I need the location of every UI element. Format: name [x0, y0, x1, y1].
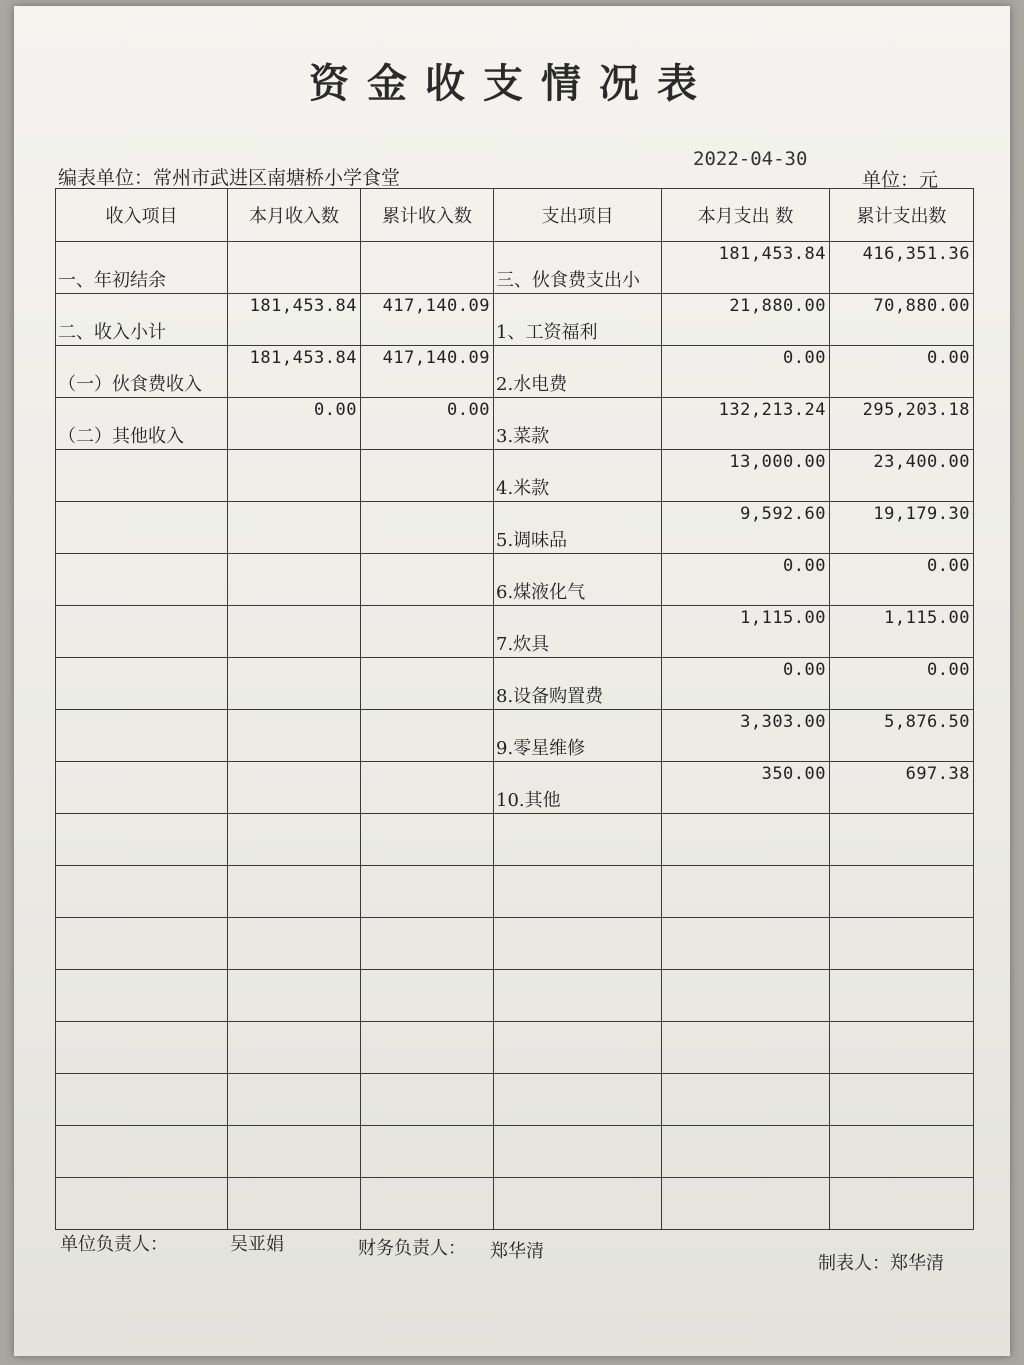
expense-total-cell	[830, 1022, 974, 1074]
income-item-cell	[56, 346, 228, 398]
amount-value: 416,351.36	[862, 244, 970, 264]
expense-total-cell	[830, 1074, 974, 1126]
table-row	[56, 1022, 974, 1074]
table-row	[56, 502, 974, 554]
amount-value: 19,179.30	[873, 504, 970, 524]
income-total-cell	[361, 918, 494, 970]
expense-total-cell	[830, 294, 974, 346]
expense-item-cell	[494, 1022, 662, 1074]
item-label: 8.设备购置费	[496, 686, 604, 707]
expense-total-cell	[830, 866, 974, 918]
expense-item-cell	[494, 450, 662, 502]
unit-head-label: 单位负责人：	[60, 1234, 168, 1255]
expense-item-cell	[494, 814, 662, 866]
expense-month-cell	[662, 294, 830, 346]
amount-value: 0.00	[783, 556, 826, 576]
expense-total-cell	[830, 346, 974, 398]
expense-total-cell	[830, 502, 974, 554]
income-month-cell	[228, 606, 361, 658]
amount-value: 1,115.00	[884, 608, 970, 628]
income-month-cell	[228, 242, 361, 294]
table-row	[56, 346, 974, 398]
item-label: 2.水电费	[496, 374, 568, 395]
amount-value: 417,140.09	[382, 348, 490, 368]
table-row	[56, 242, 974, 294]
income-item-cell	[56, 1074, 228, 1126]
expense-month-cell	[662, 554, 830, 606]
expense-total-cell	[830, 918, 974, 970]
header-expense-total: 累计支出数	[830, 189, 974, 242]
unit-head-name: 吴亚娟	[230, 1234, 284, 1255]
income-item-cell	[56, 1022, 228, 1074]
amount-value: 181,453.84	[249, 296, 357, 316]
income-total-cell	[361, 554, 494, 606]
income-month-cell	[228, 658, 361, 710]
table-row	[56, 918, 974, 970]
table-row	[56, 554, 974, 606]
amount-value: 0.00	[927, 556, 970, 576]
expense-month-cell	[662, 658, 830, 710]
income-month-cell	[228, 450, 361, 502]
income-item-cell	[56, 1126, 228, 1178]
amount-value: 0.00	[783, 348, 826, 368]
income-item-cell	[56, 606, 228, 658]
document-title: 资金收支情况表	[309, 60, 715, 107]
expense-month-cell	[662, 606, 830, 658]
income-month-cell	[228, 1178, 361, 1230]
expense-item-cell	[494, 970, 662, 1022]
income-total-cell	[361, 242, 494, 294]
item-label: 3.菜款	[496, 426, 550, 447]
income-month-cell	[228, 502, 361, 554]
income-total-cell	[361, 1126, 494, 1178]
income-month-cell	[228, 346, 361, 398]
expense-item-cell	[494, 1178, 662, 1230]
amount-value: 132,213.24	[718, 400, 826, 420]
expense-month-cell	[662, 242, 830, 294]
item-label: （二）其他收入	[58, 426, 184, 447]
income-month-cell	[228, 814, 361, 866]
preparer: 制表人：郑华清	[818, 1253, 944, 1274]
table-row	[56, 398, 974, 450]
expense-item-cell	[494, 346, 662, 398]
income-total-cell	[361, 450, 494, 502]
table-row	[56, 658, 974, 710]
item-label: 二、收入小计	[58, 322, 166, 343]
header-expense-item: 支出项目	[494, 189, 662, 242]
item-label: 4.米款	[496, 478, 550, 499]
amount-value: 181,453.84	[249, 348, 357, 368]
expense-month-cell	[662, 866, 830, 918]
income-item-cell	[56, 970, 228, 1022]
amount-value: 23,400.00	[873, 452, 970, 472]
income-item-cell	[56, 294, 228, 346]
income-total-cell	[361, 1074, 494, 1126]
table-row	[56, 970, 974, 1022]
income-total-cell	[361, 294, 494, 346]
income-item-cell	[56, 658, 228, 710]
income-total-cell	[361, 502, 494, 554]
amount-value: 295,203.18	[862, 400, 970, 420]
income-item-cell	[56, 1178, 228, 1230]
table-row	[56, 710, 974, 762]
table-row	[56, 1126, 974, 1178]
income-total-cell	[361, 658, 494, 710]
item-label: 1、工资福利	[496, 322, 598, 343]
table-row	[56, 814, 974, 866]
income-item-cell	[56, 450, 228, 502]
header-income-item: 收入项目	[56, 189, 228, 242]
expense-item-cell	[494, 294, 662, 346]
expense-item-cell	[494, 554, 662, 606]
table-row	[56, 866, 974, 918]
expense-item-cell	[494, 918, 662, 970]
expense-month-cell	[662, 762, 830, 814]
expense-total-cell	[830, 242, 974, 294]
table-header-row	[56, 189, 974, 242]
table-row	[56, 762, 974, 814]
income-item-cell	[56, 554, 228, 606]
income-total-cell	[361, 1178, 494, 1230]
table-row	[56, 294, 974, 346]
report-date: 2022-04-30	[693, 148, 808, 170]
table-row	[56, 1178, 974, 1230]
expense-item-cell	[494, 866, 662, 918]
header-income-month: 本月收入数	[228, 189, 361, 242]
table-row	[56, 450, 974, 502]
expense-total-cell	[830, 710, 974, 762]
expense-item-cell	[494, 710, 662, 762]
item-label: 三、伙食费支出小	[496, 270, 640, 291]
expense-item-cell	[494, 606, 662, 658]
expense-item-cell	[494, 398, 662, 450]
expense-total-cell	[830, 658, 974, 710]
header-expense-month: 本月支出 数	[662, 189, 830, 242]
income-item-cell	[56, 502, 228, 554]
expense-total-cell	[830, 814, 974, 866]
amount-value: 21,880.00	[729, 296, 826, 316]
preparing-unit: 编表单位：常州市武进区南塘桥小学食堂	[58, 167, 401, 189]
income-month-cell	[228, 1126, 361, 1178]
income-item-cell	[56, 918, 228, 970]
expense-total-cell	[830, 762, 974, 814]
amount-value: 697.38	[905, 764, 970, 784]
expense-total-cell	[830, 970, 974, 1022]
expense-month-cell	[662, 1074, 830, 1126]
income-item-cell	[56, 242, 228, 294]
expense-month-cell	[662, 918, 830, 970]
expense-item-cell	[494, 762, 662, 814]
expense-total-cell	[830, 1126, 974, 1178]
income-total-cell	[361, 398, 494, 450]
amount-value: 13,000.00	[729, 452, 826, 472]
expense-total-cell	[830, 606, 974, 658]
expense-month-cell	[662, 1022, 830, 1074]
income-item-cell	[56, 866, 228, 918]
expense-month-cell	[662, 450, 830, 502]
amount-value: 3,303.00	[740, 712, 826, 732]
item-label: 6.煤液化气	[496, 582, 586, 603]
expense-month-cell	[662, 1178, 830, 1230]
amount-value: 0.00	[927, 348, 970, 368]
income-month-cell	[228, 1074, 361, 1126]
expense-item-cell	[494, 1074, 662, 1126]
amount-value: 70,880.00	[873, 296, 970, 316]
amount-value: 5,876.50	[884, 712, 970, 732]
expense-item-cell	[494, 502, 662, 554]
income-month-cell	[228, 866, 361, 918]
expense-month-cell	[662, 970, 830, 1022]
income-total-cell	[361, 710, 494, 762]
expense-total-cell	[830, 398, 974, 450]
income-month-cell	[228, 398, 361, 450]
income-total-cell	[361, 814, 494, 866]
income-item-cell	[56, 814, 228, 866]
amount-value: 417,140.09	[382, 296, 490, 316]
header-income-total: 累计收入数	[361, 189, 494, 242]
table-row	[56, 606, 974, 658]
item-label: 9.零星维修	[496, 738, 586, 759]
income-month-cell	[228, 1022, 361, 1074]
item-label: 5.调味品	[496, 530, 568, 551]
currency-unit: 单位：元	[862, 169, 939, 191]
finance-head-label: 财务负责人：	[358, 1238, 466, 1259]
income-item-cell	[56, 710, 228, 762]
income-month-cell	[228, 554, 361, 606]
amount-value: 0.00	[447, 400, 490, 420]
income-total-cell	[361, 606, 494, 658]
income-month-cell	[228, 710, 361, 762]
amount-value: 181,453.84	[718, 244, 826, 264]
item-label: 10.其他	[496, 790, 561, 811]
income-month-cell	[228, 970, 361, 1022]
item-label: 一、年初结余	[58, 270, 166, 291]
item-label: 7.炊具	[496, 634, 550, 655]
income-total-cell	[361, 1022, 494, 1074]
amount-value: 0.00	[927, 660, 970, 680]
amount-value: 0.00	[783, 660, 826, 680]
expense-item-cell	[494, 1126, 662, 1178]
amount-value: 9,592.60	[740, 504, 826, 524]
amount-value: 350.00	[761, 764, 826, 784]
expense-month-cell	[662, 398, 830, 450]
item-label: （一）伙食费收入	[58, 374, 202, 395]
income-month-cell	[228, 918, 361, 970]
table-row	[56, 1074, 974, 1126]
expense-month-cell	[662, 710, 830, 762]
income-total-cell	[361, 866, 494, 918]
income-item-cell	[56, 762, 228, 814]
income-month-cell	[228, 294, 361, 346]
expense-month-cell	[662, 502, 830, 554]
income-total-cell	[361, 762, 494, 814]
expense-total-cell	[830, 450, 974, 502]
expense-item-cell	[494, 658, 662, 710]
expense-month-cell	[662, 814, 830, 866]
income-expense-table	[55, 188, 974, 1230]
income-item-cell	[56, 398, 228, 450]
expense-item-cell	[494, 242, 662, 294]
expense-total-cell	[830, 1178, 974, 1230]
expense-month-cell	[662, 1126, 830, 1178]
income-month-cell	[228, 762, 361, 814]
income-total-cell	[361, 970, 494, 1022]
income-total-cell	[361, 346, 494, 398]
amount-value: 0.00	[314, 400, 357, 420]
expense-month-cell	[662, 346, 830, 398]
expense-total-cell	[830, 554, 974, 606]
amount-value: 1,115.00	[740, 608, 826, 628]
finance-head-name: 郑华清	[490, 1241, 544, 1262]
